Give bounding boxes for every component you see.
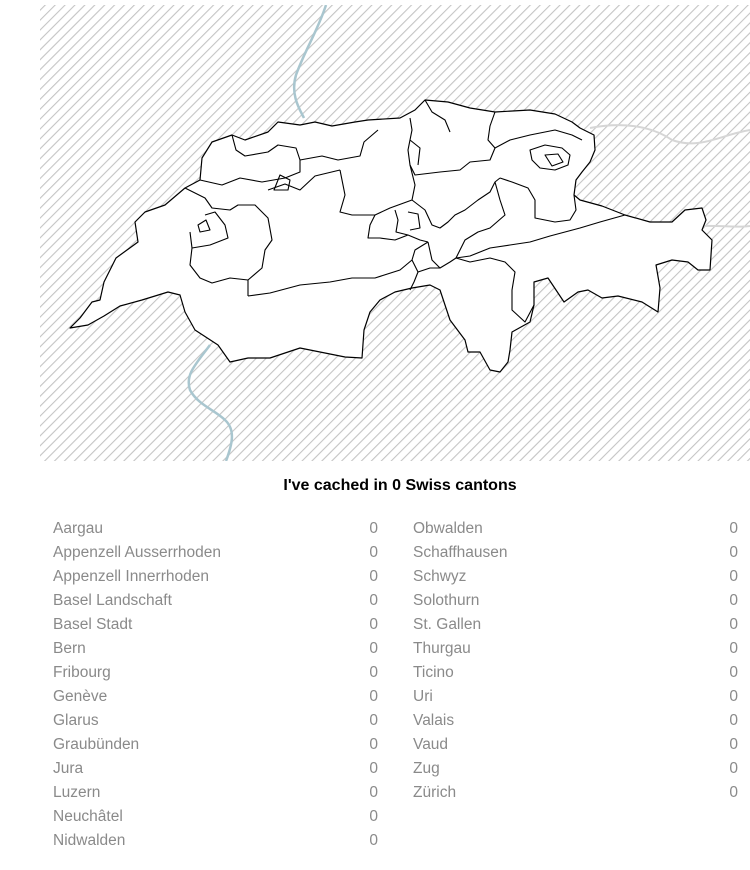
canton-name: Valais — [413, 712, 455, 729]
canton-name: Uri — [413, 688, 433, 705]
list-item — [53, 541, 378, 565]
canton-count: 0 — [729, 568, 738, 585]
canton-count: 0 — [729, 736, 738, 753]
list-item — [413, 685, 738, 709]
canton-name: Schwyz — [413, 568, 467, 585]
canton-name: St. Gallen — [413, 616, 482, 633]
list-item — [53, 661, 378, 685]
canton-name: Zürich — [413, 784, 457, 801]
canton-name: Nidwalden — [53, 832, 126, 849]
canton-count: 0 — [729, 640, 738, 657]
switzerland-map — [40, 5, 750, 461]
canton-count: 0 — [729, 520, 738, 537]
list-item — [413, 757, 738, 781]
list-item — [53, 637, 378, 661]
canton-count: 0 — [729, 544, 738, 561]
canton-count: 0 — [369, 736, 378, 753]
canton-name: Basel Stadt — [53, 616, 133, 633]
list-item — [53, 517, 378, 541]
list-item — [413, 661, 738, 685]
river-east-2 — [700, 226, 750, 227]
canton-count: 0 — [369, 808, 378, 825]
list-item — [413, 781, 738, 805]
canton-name: Luzern — [53, 784, 101, 801]
canton-name: Ticino — [413, 664, 454, 681]
canton-count: 0 — [369, 832, 378, 849]
canton-name: Graubünden — [53, 736, 140, 753]
cantons-list-right — [413, 517, 738, 805]
list-item — [413, 709, 738, 733]
list-item — [413, 613, 738, 637]
canton-name: Zug — [413, 760, 440, 777]
canton-count: 0 — [369, 664, 378, 681]
canton-name: Fribourg — [53, 664, 111, 681]
list-item — [53, 781, 378, 805]
canton-count: 0 — [369, 592, 378, 609]
canton-count: 0 — [369, 568, 378, 585]
canton-name: Vaud — [413, 736, 449, 753]
canton-count: 0 — [369, 712, 378, 729]
list-item — [53, 733, 378, 757]
canton-count: 0 — [369, 784, 378, 801]
canton-name: Neuchâtel — [53, 808, 123, 825]
canton-count: 0 — [729, 592, 738, 609]
canton-name: Appenzell Innerrhoden — [53, 568, 209, 585]
list-item — [413, 565, 738, 589]
list-item — [413, 517, 738, 541]
canton-count: 0 — [369, 760, 378, 777]
canton-name: Basel Landschaft — [53, 592, 172, 609]
list-item — [53, 685, 378, 709]
canton-count: 0 — [369, 688, 378, 705]
list-item — [413, 589, 738, 613]
canton-name: Jura — [53, 760, 84, 777]
canton-count: 0 — [729, 688, 738, 705]
list-item — [413, 733, 738, 757]
canton-count: 0 — [729, 784, 738, 801]
page-title: I've cached in 0 Swiss cantons — [283, 477, 517, 494]
canton-name: Obwalden — [413, 520, 483, 537]
list-item — [413, 637, 738, 661]
canton-name: Solothurn — [413, 592, 480, 609]
list-item — [53, 805, 378, 829]
canton-name: Glarus — [53, 712, 99, 729]
canton-count: 0 — [729, 712, 738, 729]
list-item — [53, 709, 378, 733]
canton-count: 0 — [369, 616, 378, 633]
canton-name: Schaffhausen — [413, 544, 508, 561]
list-item — [53, 565, 378, 589]
canton-count: 0 — [729, 664, 738, 681]
canton-count: 0 — [369, 640, 378, 657]
list-item — [53, 757, 378, 781]
canton-name: Genève — [53, 688, 108, 705]
canton-name: Appenzell Ausserrhoden — [53, 544, 222, 561]
list-item — [53, 589, 378, 613]
cantons-list-left — [53, 517, 378, 853]
canton-count: 0 — [369, 544, 378, 561]
canton-name: Bern — [53, 640, 86, 657]
canton-count: 0 — [729, 616, 738, 633]
canton-count: 0 — [729, 760, 738, 777]
canton-name: Thurgau — [413, 640, 471, 657]
list-item — [413, 541, 738, 565]
canton-count: 0 — [369, 520, 378, 537]
list-item — [53, 829, 378, 853]
list-item — [53, 613, 378, 637]
canton-name: Aargau — [53, 520, 103, 537]
